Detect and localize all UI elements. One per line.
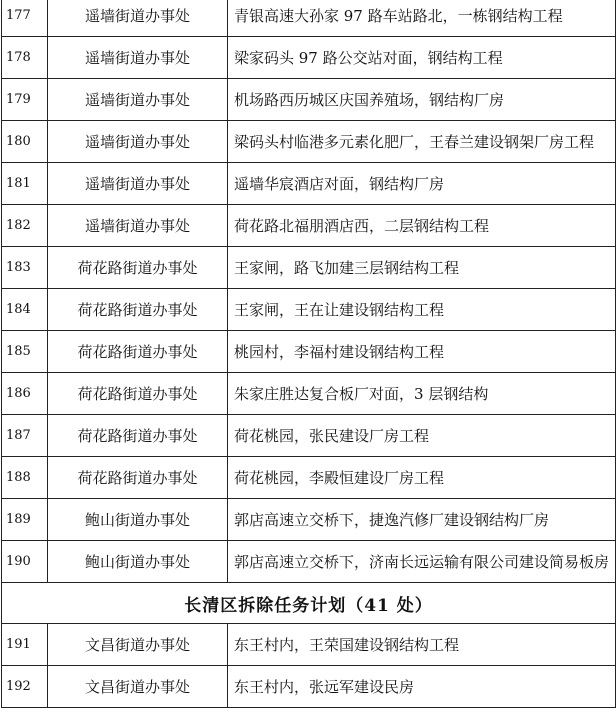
office-name: 文昌街道办事处	[48, 624, 228, 666]
office-name: 遥墙街道办事处	[48, 37, 228, 79]
row-number: 181	[2, 163, 48, 205]
section-title: 长清区拆除任务计划（41 处）	[2, 583, 616, 624]
site-description: 桃园村，李福村建设钢结构工程	[228, 331, 616, 373]
site-description: 荷花路北福朋酒店西，二层钢结构工程	[228, 205, 616, 247]
row-number: 191	[2, 624, 48, 666]
table-row	[2, 373, 616, 415]
table-row	[2, 79, 616, 121]
table-row	[2, 121, 616, 163]
office-name: 鲍山街道办事处	[48, 541, 228, 583]
row-number: 184	[2, 289, 48, 331]
site-description: 荷花桃园，李殿恒建设厂房工程	[228, 457, 616, 499]
demolition-task-table	[1, 0, 616, 708]
office-name: 遥墙街道办事处	[48, 0, 228, 37]
office-name: 荷花路街道办事处	[48, 373, 228, 415]
office-name: 荷花路街道办事处	[48, 247, 228, 289]
row-number: 182	[2, 205, 48, 247]
row-number: 187	[2, 415, 48, 457]
site-description: 朱家庄胜达复合板厂对面，3 层钢结构	[228, 373, 616, 415]
table-row	[2, 415, 616, 457]
row-number: 183	[2, 247, 48, 289]
row-number: 179	[2, 79, 48, 121]
row-number: 192	[2, 666, 48, 708]
row-number: 178	[2, 37, 48, 79]
row-number: 177	[2, 0, 48, 37]
table-row	[2, 205, 616, 247]
site-description: 东王村内，张远军建设民房	[228, 666, 616, 708]
table-row	[2, 666, 616, 708]
table-row	[2, 163, 616, 205]
site-description: 机场路西历城区庆国养殖场，钢结构厂房	[228, 79, 616, 121]
table-row	[2, 37, 616, 79]
office-name: 荷花路街道办事处	[48, 289, 228, 331]
row-number: 185	[2, 331, 48, 373]
office-name: 荷花路街道办事处	[48, 457, 228, 499]
site-description: 王家闸，路飞加建三层钢结构工程	[228, 247, 616, 289]
table-row	[2, 541, 616, 583]
site-description: 遥墙华宸酒店对面，钢结构厂房	[228, 163, 616, 205]
table-row	[2, 499, 616, 541]
table-row	[2, 457, 616, 499]
site-description: 梁家码头 97 路公交站对面，钢结构工程	[228, 37, 616, 79]
office-name: 遥墙街道办事处	[48, 121, 228, 163]
site-description: 王家闸，王在让建设钢结构工程	[228, 289, 616, 331]
row-number: 186	[2, 373, 48, 415]
row-number: 189	[2, 499, 48, 541]
office-name: 遥墙街道办事处	[48, 163, 228, 205]
table-row	[2, 624, 616, 666]
office-name: 鲍山街道办事处	[48, 499, 228, 541]
table-row	[2, 331, 616, 373]
office-name: 文昌街道办事处	[48, 666, 228, 708]
table-row	[2, 0, 616, 37]
site-description: 梁码头村临港多元素化肥厂，王春兰建设钢架厂房工程	[228, 121, 616, 163]
row-number: 190	[2, 541, 48, 583]
row-number: 188	[2, 457, 48, 499]
site-description: 东王村内，王荣国建设钢结构工程	[228, 624, 616, 666]
site-description: 荷花桃园，张民建设厂房工程	[228, 415, 616, 457]
office-name: 遥墙街道办事处	[48, 79, 228, 121]
site-description: 青银高速大孙家 97 路车站路北，一栋钢结构工程	[228, 0, 616, 37]
table-row	[2, 247, 616, 289]
office-name: 荷花路街道办事处	[48, 415, 228, 457]
office-name: 荷花路街道办事处	[48, 331, 228, 373]
row-number: 180	[2, 121, 48, 163]
table-row	[2, 289, 616, 331]
site-description: 郭店高速立交桥下，济南长远运输有限公司建设简易板房	[228, 541, 616, 583]
site-description: 郭店高速立交桥下，捷逸汽修厂建设钢结构厂房	[228, 499, 616, 541]
office-name: 遥墙街道办事处	[48, 205, 228, 247]
section-header-row	[2, 583, 616, 624]
